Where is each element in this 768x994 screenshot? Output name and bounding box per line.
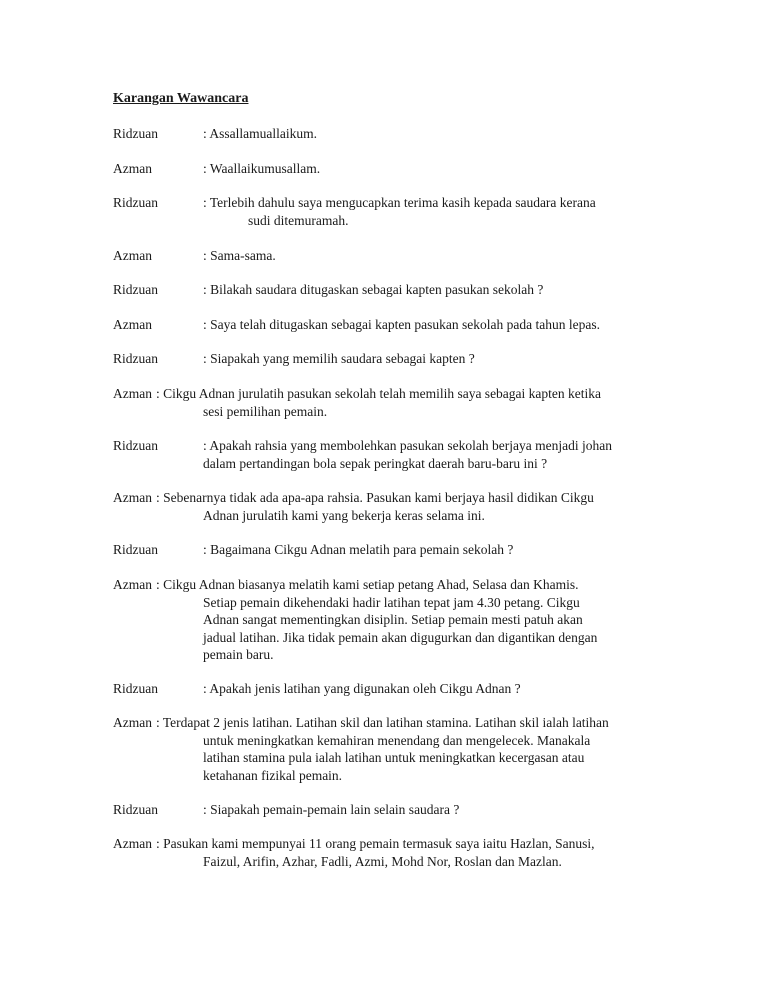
dialogue-continuation: ketahanan fizikal pemain. — [203, 767, 343, 783]
dialogue-text: : Sebenarnya tidak ada apa-apa rahsia. Pasukan kami berjaya hasil didikan Cikgu — [156, 490, 594, 505]
dialogue-continuation: pemain baru. — [203, 647, 274, 662]
dialogue-text: : Cikgu Adnan biasanya melatih kami setiap petang Ahad, Selasa dan Khamis. — [156, 577, 579, 592]
dialogue-text: : Apakah jenis latihan yang digunakan oleh Cikgu Adnan ? — [203, 681, 521, 696]
dialogue-text: : Pasukan kami mempunyai 11 orang pemain termasuk saya iaitu Hazlan, Sanusi, — [156, 836, 595, 851]
speaker-label: Ridzuan — [113, 195, 158, 210]
dialogue-continuation: Setiap pemain dikehendaki hadir latihan tepat jam 4.30 petang. Cikgu — [203, 594, 580, 610]
speaker-label: Azman — [113, 836, 152, 851]
speaker-label: Ridzuan — [113, 681, 158, 696]
speaker-label: Azman — [113, 317, 152, 332]
document-title: Karangan Wawancara — [113, 91, 249, 106]
dialogue-text: : Apakah rahsia yang membolehkan pasukan sekolah berjaya menjadi johan — [203, 438, 612, 453]
dialogue-text: : Cikgu Adnan jurulatih pasukan sekolah telah memilih saya sebagai kapten ketika — [156, 386, 602, 401]
dialogue-continuation: Adnan jurulatih kami yang bekerja keras selama ini. — [203, 507, 485, 523]
speaker-label: Azman — [113, 248, 152, 263]
speaker-label: Ridzuan — [113, 438, 158, 453]
dialogue-text: : Siapakah pemain-pemain lain selain saudara ? — [203, 802, 460, 817]
dialogue-continuation: sesi pemilihan pemain. — [203, 403, 328, 419]
speaker-label: Ridzuan — [113, 351, 158, 366]
speaker-label: Azman — [113, 386, 152, 401]
dialogue-text: : Saya telah ditugaskan sebagai kapten pasukan sekolah pada tahun lepas. — [203, 317, 600, 332]
dialogue-continuation: jadual latihan. Jika tidak pemain akan digugurkan dan digantikan dengan — [203, 629, 598, 645]
dialogue-text: : Assallamuallaikum. — [203, 126, 317, 141]
dialogue-text: : Bagaimana Cikgu Adnan melatih para pemain sekolah ? — [203, 542, 514, 557]
dialogue-continuation: untuk meningkatkan kemahiran menendang dan mengelecek. Manakala — [203, 732, 591, 748]
dialogue-continuation: Adnan sangat mementingkan disiplin. Setiap pemain mesti patuh akan — [203, 612, 583, 627]
speaker-label: Ridzuan — [113, 542, 158, 557]
dialogue-continuation: Faizul, Arifin, Azhar, Fadli, Azmi, Mohd Nor, Roslan dan Mazlan. — [203, 853, 562, 869]
dialogue-continuation: sudi ditemuramah. — [248, 212, 349, 228]
speaker-label: Ridzuan — [113, 802, 158, 817]
dialogue-text: : Siapakah yang memilih saudara sebagai kapten ? — [203, 351, 475, 366]
speaker-label: Ridzuan — [113, 126, 158, 141]
speaker-label: Azman — [113, 490, 152, 505]
dialogue-continuation: dalam pertandingan bola sepak peringkat daerah baru-baru ini ? — [203, 455, 548, 471]
dialogue-continuation: latihan stamina pula ialah latihan untuk meningkatkan kecergasan atau — [203, 750, 585, 765]
dialogue-text: : Sama-sama. — [203, 248, 276, 263]
speaker-label: Azman — [113, 577, 152, 592]
dialogue-text: : Terlebih dahulu saya mengucapkan terima kasih kepada saudara kerana — [203, 195, 596, 210]
speaker-label: Azman — [113, 161, 152, 176]
dialogue-text: : Waallaikumusallam. — [203, 161, 321, 176]
speaker-label: Ridzuan — [113, 282, 158, 297]
dialogue-text: : Bilakah saudara ditugaskan sebagai kapten pasukan sekolah ? — [203, 282, 544, 297]
dialogue-text: : Terdapat 2 jenis latihan. Latihan skil dan latihan stamina. Latihan skil ialah latihan — [156, 715, 609, 730]
speaker-label: Azman — [113, 715, 152, 730]
